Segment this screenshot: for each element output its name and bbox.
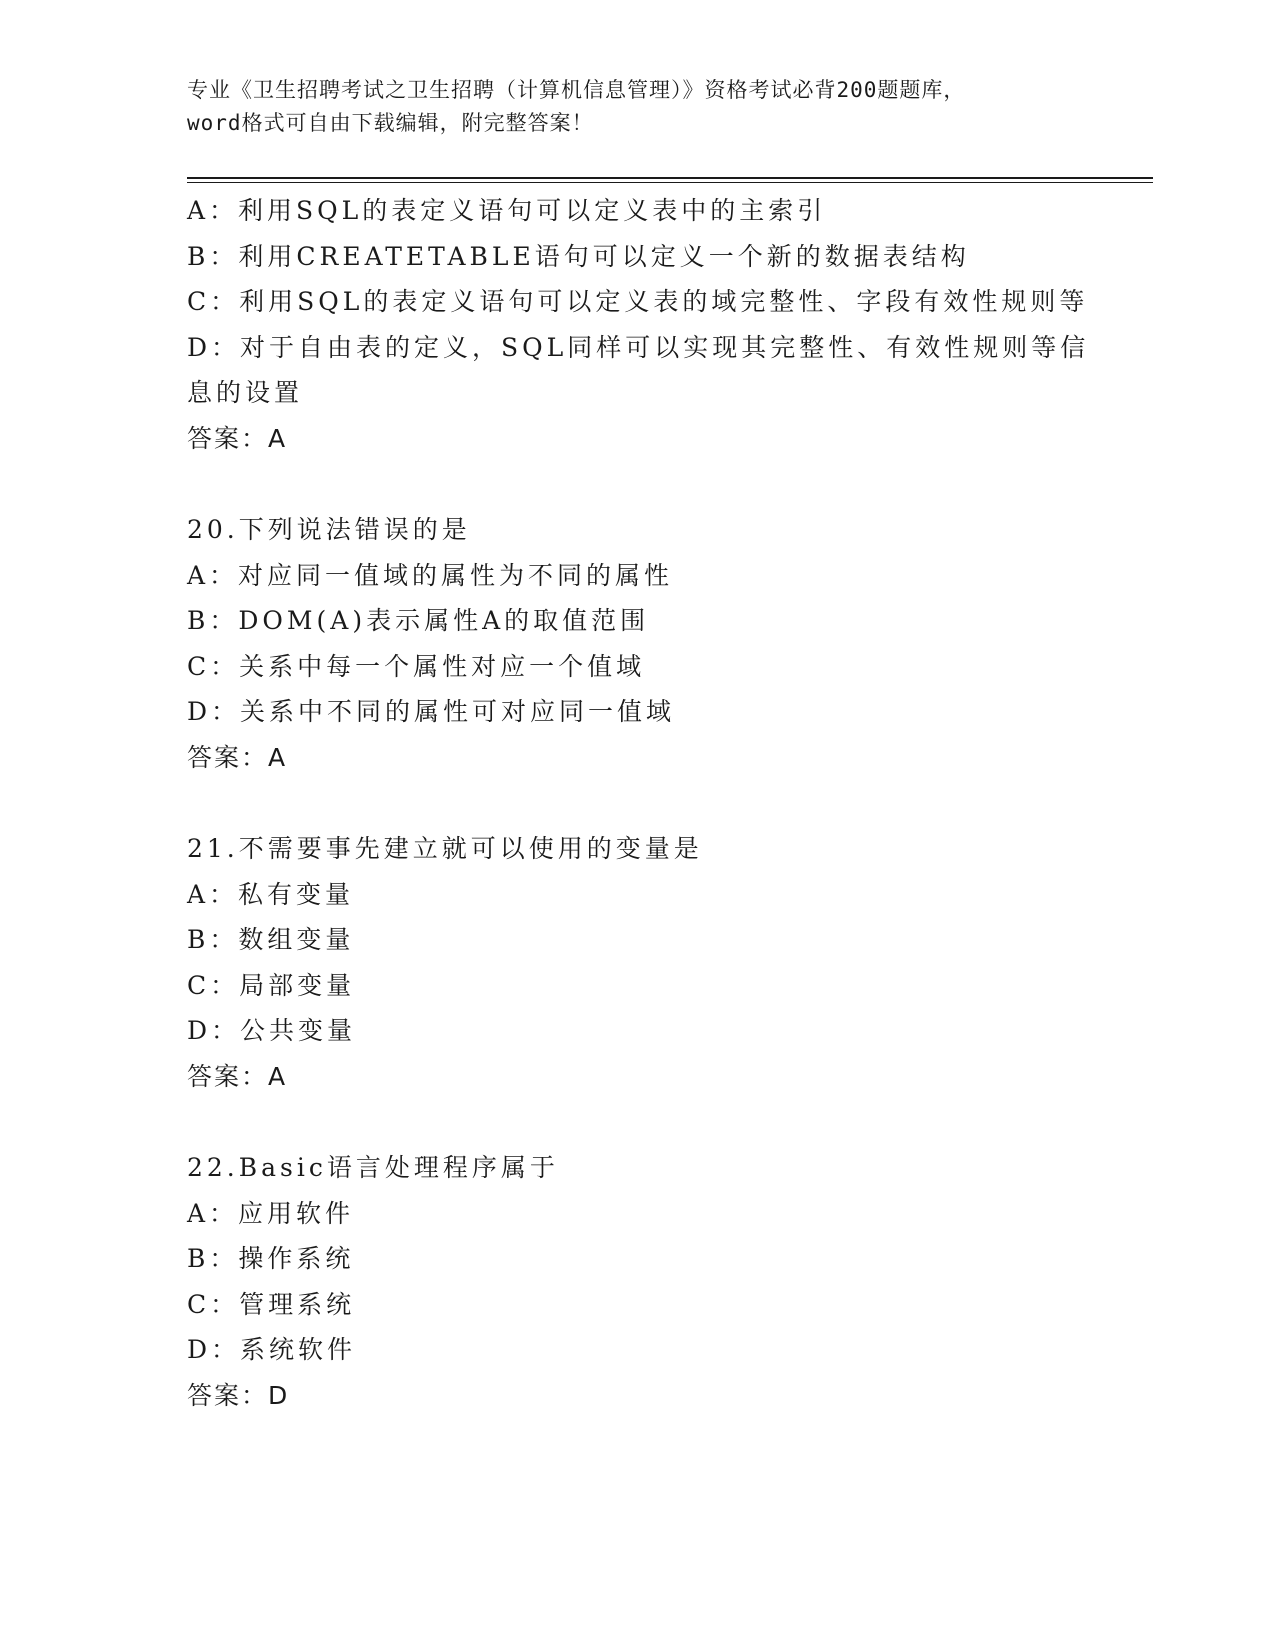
document-header [187,74,1087,140]
question-22-block [187,1145,1087,1418]
question-text: 22.Basic语言处理程序属于 [187,1153,559,1182]
option-c: C：关系中每一个属性对应一个值域 [187,651,646,681]
option-c: C：管理系统 [187,1289,356,1319]
question-text: 20.下列说法错误的是 [187,515,471,544]
option-a: A：应用软件 [187,1198,355,1228]
question-text: 21.不需要事先建立就可以使用的变量是 [187,834,703,863]
option-a: A：利用SQL的表定义语句可以定义表中的主索引 [187,196,827,225]
option-c: C：局部变量 [187,970,356,1000]
spacer [187,1099,1087,1145]
option-a: A：对应同一值域的属性为不同的属性 [187,560,674,590]
header-divider-thin [187,182,1153,183]
option-c: C：利用SQL的表定义语句可以定义表的域完整性、字段有效性规则等 [187,287,1089,316]
option-b: B：操作系统 [187,1244,355,1273]
spacer [187,780,1087,826]
option-a: A：私有变量 [187,879,355,909]
header-title-line-2: word格式可自由下载编辑，附完整答案！ [187,111,594,135]
question-19-block [187,188,1090,461]
option-d: D：系统软件 [187,1335,357,1364]
answer: 答案：A [187,423,288,453]
question-list [187,188,1090,1418]
option-d-continued: 息的设置 [187,378,304,407]
answer: 答案：A [187,1061,288,1091]
question-21-block [187,826,1087,1099]
option-b: B：DOM(A)表示属性A的取值范围 [187,606,650,635]
answer: 答案：D [187,1380,290,1410]
option-b: B：利用CREATETABLE语句可以定义一个新的数据表结构 [187,241,970,271]
question-20-block [187,507,1087,780]
option-d: D：公共变量 [187,1016,357,1045]
header-divider [187,177,1153,179]
spacer [187,461,1087,507]
option-d: D：关系中不同的属性可对应同一值域 [187,697,676,726]
option-d: D：对于自由表的定义，SQL同样可以实现其完整性、有效性规则等信 [187,332,1090,362]
option-b: B：数组变量 [187,925,355,954]
answer: 答案：A [187,742,288,772]
header-title-line-1: 专业《卫生招聘考试之卫生招聘（计算机信息管理）》资格考试必背200题题库， [187,78,966,102]
